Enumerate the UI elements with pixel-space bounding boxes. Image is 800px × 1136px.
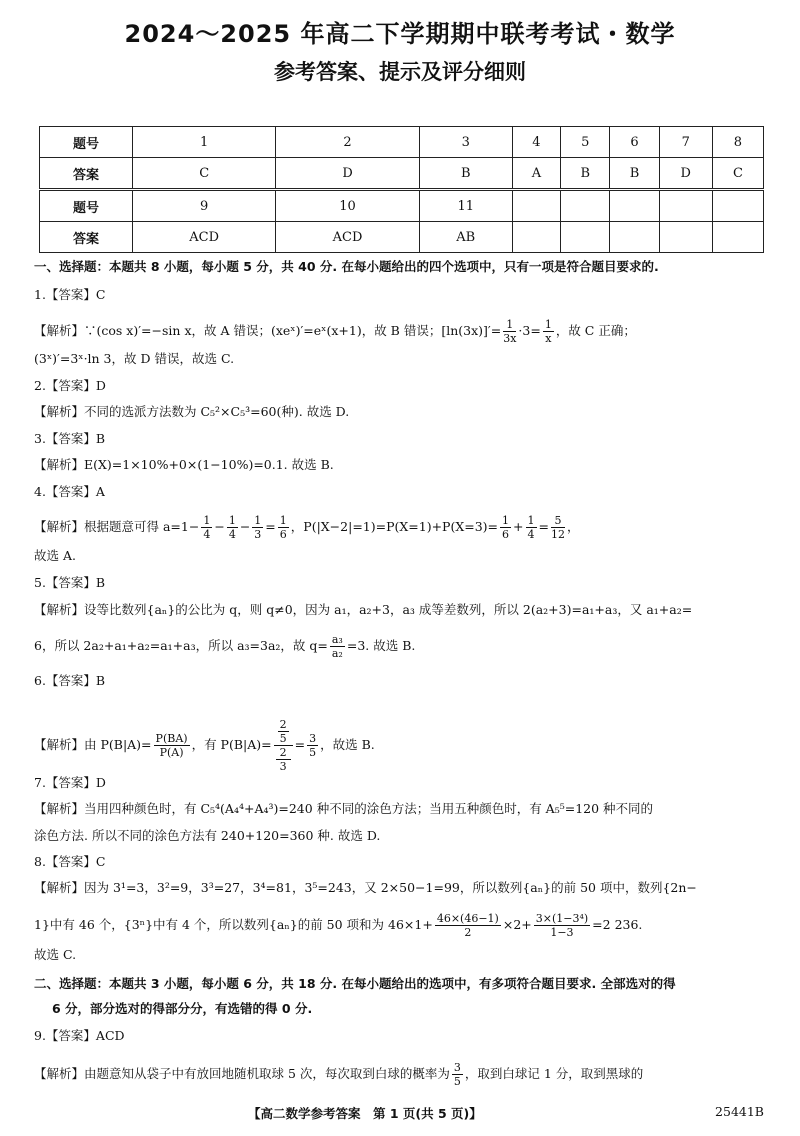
q5-explanation: 【解析】设等比数列{aₙ}的公比为 q，则 q≠0，因为 a₁，a₂+3，a₃ 成等差数列，所以 2(a₂+3)=a₁+a₃，又 a₁+a₂= [34, 602, 693, 617]
numerator: 3 [309, 732, 317, 745]
q6-answer: 6.【答案】B [34, 673, 106, 688]
answer-cell: B [561, 158, 610, 190]
denominator: P(A) [159, 746, 184, 759]
fraction [330, 633, 345, 660]
question-number: 2 [276, 127, 419, 158]
empty-cell [610, 222, 659, 253]
row-label-number: 题号 [40, 190, 133, 222]
q5-answer: 5.【答案】B [34, 575, 106, 590]
table-row [40, 127, 764, 158]
question-number: 6 [610, 127, 659, 158]
text-segment: ，故 C 正确； [555, 323, 636, 338]
numerator: 2 [279, 718, 287, 731]
empty-cell [512, 222, 560, 253]
fraction [503, 318, 516, 345]
question-number: 11 [419, 190, 512, 222]
answer-cell: AB [419, 222, 512, 253]
text-segment: ·3= [518, 323, 541, 338]
operator: + [513, 519, 524, 534]
fraction [154, 732, 190, 759]
denominator: 3 [254, 528, 262, 541]
row-label-number: 题号 [40, 127, 133, 158]
q1-explanation-cont: (3ˣ)′=3ˣ·ln 3，故 D 错误，故选 C. [34, 351, 235, 366]
denominator: 12 [551, 528, 565, 541]
denominator: 4 [527, 528, 535, 541]
q6-explanation [34, 718, 375, 773]
operator: = [294, 737, 306, 752]
fraction [526, 514, 537, 541]
numerator: 1 [279, 514, 287, 527]
question-number: 3 [419, 127, 512, 158]
table-row [40, 222, 764, 253]
empty-cell [659, 190, 712, 222]
fraction [435, 912, 501, 939]
q8-answer: 8.【答案】C [34, 854, 106, 869]
q2-answer: 2.【答案】D [34, 378, 106, 393]
empty-cell [712, 222, 763, 253]
punctuation: ， [567, 519, 580, 534]
question-number: 5 [561, 127, 610, 158]
text-segment: 1}中有 46 个，{3ⁿ}中有 4 个，所以数列{aₙ}的前 50 项和为 46×1+ [34, 917, 433, 932]
denominator: 3x [503, 332, 517, 345]
numerator: P(BA) [155, 732, 188, 745]
numerator: 1 [503, 318, 516, 332]
text-segment: =3. 故选 B. [346, 638, 416, 653]
q3-explanation: 【解析】E(X)=1×10%+0×(1−10%)=0.1. 故选 B. [34, 457, 334, 472]
answer-cell: C [712, 158, 763, 190]
q2-explanation: 【解析】不同的选派方法数为 C₅²×C₅³=60(种). 故选 D. [34, 404, 350, 419]
fraction [252, 514, 263, 541]
denominator: 5 [309, 746, 317, 759]
denominator: 6 [279, 528, 287, 541]
answer-cell: B [610, 158, 659, 190]
section-heading-1: 一、选择题：本题共 8 小题，每小题 5 分，共 40 分. 在每小题给出的四个选项中，只有一项是符合题目要求的. [34, 259, 659, 274]
empty-cell [512, 190, 560, 222]
q8-conclusion: 故选 C. [34, 947, 77, 962]
numerator: 3×(1−3⁴) [535, 912, 589, 925]
question-number: 4 [512, 127, 560, 158]
answer-cell: ACD [276, 222, 419, 253]
empty-cell [561, 222, 610, 253]
numerator: 1 [228, 514, 236, 527]
answer-cell: C [133, 158, 276, 190]
section-heading-2: 二、选择题：本题共 3 小题，每小题 6 分，共 18 分. 在每小题给出的选项中，有多项符合题目要求. 全部选对的得 [34, 976, 676, 991]
page-title: 2024～2025 年高二下学期期中联考考试・数学 [124, 20, 676, 48]
q5-explanation-cont [34, 633, 415, 660]
fraction [307, 732, 318, 759]
empty-cell [712, 190, 763, 222]
fraction [551, 514, 565, 541]
q7-explanation-cont: 涂色方法. 所以不同的涂色方法有 240+120=360 种. 故选 D. [34, 828, 381, 843]
numerator: a₃ [331, 633, 343, 646]
denominator: 5 [453, 1075, 461, 1088]
question-number: 10 [276, 190, 419, 222]
numerator: 1 [544, 318, 552, 331]
table-row [40, 190, 764, 222]
denominator: 4 [228, 528, 236, 541]
fraction [500, 514, 511, 541]
denominator: 3 [279, 760, 287, 773]
answer-cell: D [276, 158, 419, 190]
numerator: 1 [502, 514, 510, 527]
q9-explanation [34, 1061, 643, 1088]
numerator: 1 [527, 514, 535, 527]
denominator: 4 [203, 528, 211, 541]
answer-table [39, 126, 764, 253]
numerator: 1 [254, 514, 262, 527]
row-label-answer: 答案 [40, 158, 133, 190]
section-heading-2-cont: 6 分，部分选对的得部分分，有选错的得 0 分. [52, 1001, 313, 1016]
text-segment: ×2+ [502, 917, 532, 932]
q7-explanation: 【解析】当用四种颜色时，有 C₅⁴(A₄⁴+A₄³)=240 种不同的涂色方法；当用五种颜色时，有 A₅⁵=120 种不同的 [34, 801, 654, 816]
text-segment: 【解析】由题意知从袋子中有放回地随机取球 5 次，每次取到白球的概率为 [34, 1066, 450, 1081]
q8-explanation: 【解析】因为 3¹=3，3²=9，3³=27，3⁴=81，3⁵=243，又 2×50−1=99，所以数列{aₙ}的前 50 项中，数列{2n− [34, 880, 697, 895]
denominator [274, 746, 293, 773]
fraction [276, 746, 291, 773]
fraction [452, 1061, 463, 1088]
q4-conclusion: 故选 A. [34, 548, 76, 563]
q4-explanation [34, 514, 580, 541]
denominator: 5 [279, 732, 287, 745]
text-segment: 【解析】∵(cos x)′=−sin x，故 A 错误；(xeˣ)′=eˣ(x+1)，故 B 错误；[ln(3x)]′= [34, 323, 502, 338]
q8-explanation-cont [34, 912, 642, 939]
q3-answer: 3.【答案】B [34, 431, 106, 446]
numerator: 5 [551, 514, 565, 528]
empty-cell [561, 190, 610, 222]
denominator: 1−3 [550, 926, 574, 939]
text-segment: =2 236. [592, 917, 643, 932]
fraction [201, 514, 212, 541]
question-number: 8 [712, 127, 763, 158]
answer-cell: A [512, 158, 560, 190]
text-segment: ，P(|X−2|=1)=P(X=1)+P(X=3)= [290, 519, 499, 534]
denominator: x [545, 332, 552, 345]
question-number: 9 [133, 190, 276, 222]
text-segment: 【解析】根据题意可得 a=1− [34, 519, 200, 534]
q1-answer: 1.【答案】C [34, 287, 106, 302]
empty-cell [659, 222, 712, 253]
operator: = [265, 519, 276, 534]
row-label-answer: 答案 [40, 222, 133, 253]
operator: − [214, 519, 225, 534]
question-number: 7 [659, 127, 712, 158]
fraction [534, 912, 590, 939]
text-segment: ，有 P(B|A)= [191, 737, 272, 752]
fraction [227, 514, 238, 541]
q1-explanation [34, 318, 636, 345]
q9-answer: 9.【答案】ACD [34, 1028, 125, 1043]
q7-answer: 7.【答案】D [34, 775, 106, 790]
answer-cell: ACD [133, 222, 276, 253]
denominator: 2 [464, 926, 472, 939]
footer-page-info: 【高二数学参考答案 第 1 页(共 5 页)】 [248, 1106, 482, 1121]
question-number: 1 [133, 127, 276, 158]
q4-answer: 4.【答案】A [34, 484, 105, 499]
compound-fraction [274, 718, 293, 773]
operator: − [239, 519, 251, 534]
numerator: 1 [203, 514, 211, 527]
answer-cell: B [419, 158, 512, 190]
numerator: 2 [276, 746, 291, 760]
table-row [40, 158, 764, 190]
text-segment: 6，所以 2a₂+a₁+a₂=a₁+a₃，所以 a₃=3a₂，故 q= [34, 638, 328, 653]
text-segment: 【解析】由 P(B|A)= [34, 737, 152, 752]
fraction [278, 514, 289, 541]
numerator [274, 718, 293, 746]
fraction [543, 318, 554, 345]
numerator: 46×(46−1) [436, 912, 499, 925]
page-subtitle: 参考答案、提示及评分细则 [274, 60, 526, 84]
denominator: a₂ [331, 647, 343, 660]
footer-code: 25441B [715, 1104, 764, 1119]
numerator: 3 [453, 1061, 461, 1074]
answer-cell: D [659, 158, 712, 190]
denominator: 6 [502, 528, 510, 541]
empty-cell [610, 190, 659, 222]
text-segment: ，取到白球记 1 分，取到黑球的 [464, 1066, 644, 1081]
text-segment: ，故选 B. [320, 737, 375, 752]
operator: = [538, 519, 549, 534]
fraction [278, 718, 289, 745]
